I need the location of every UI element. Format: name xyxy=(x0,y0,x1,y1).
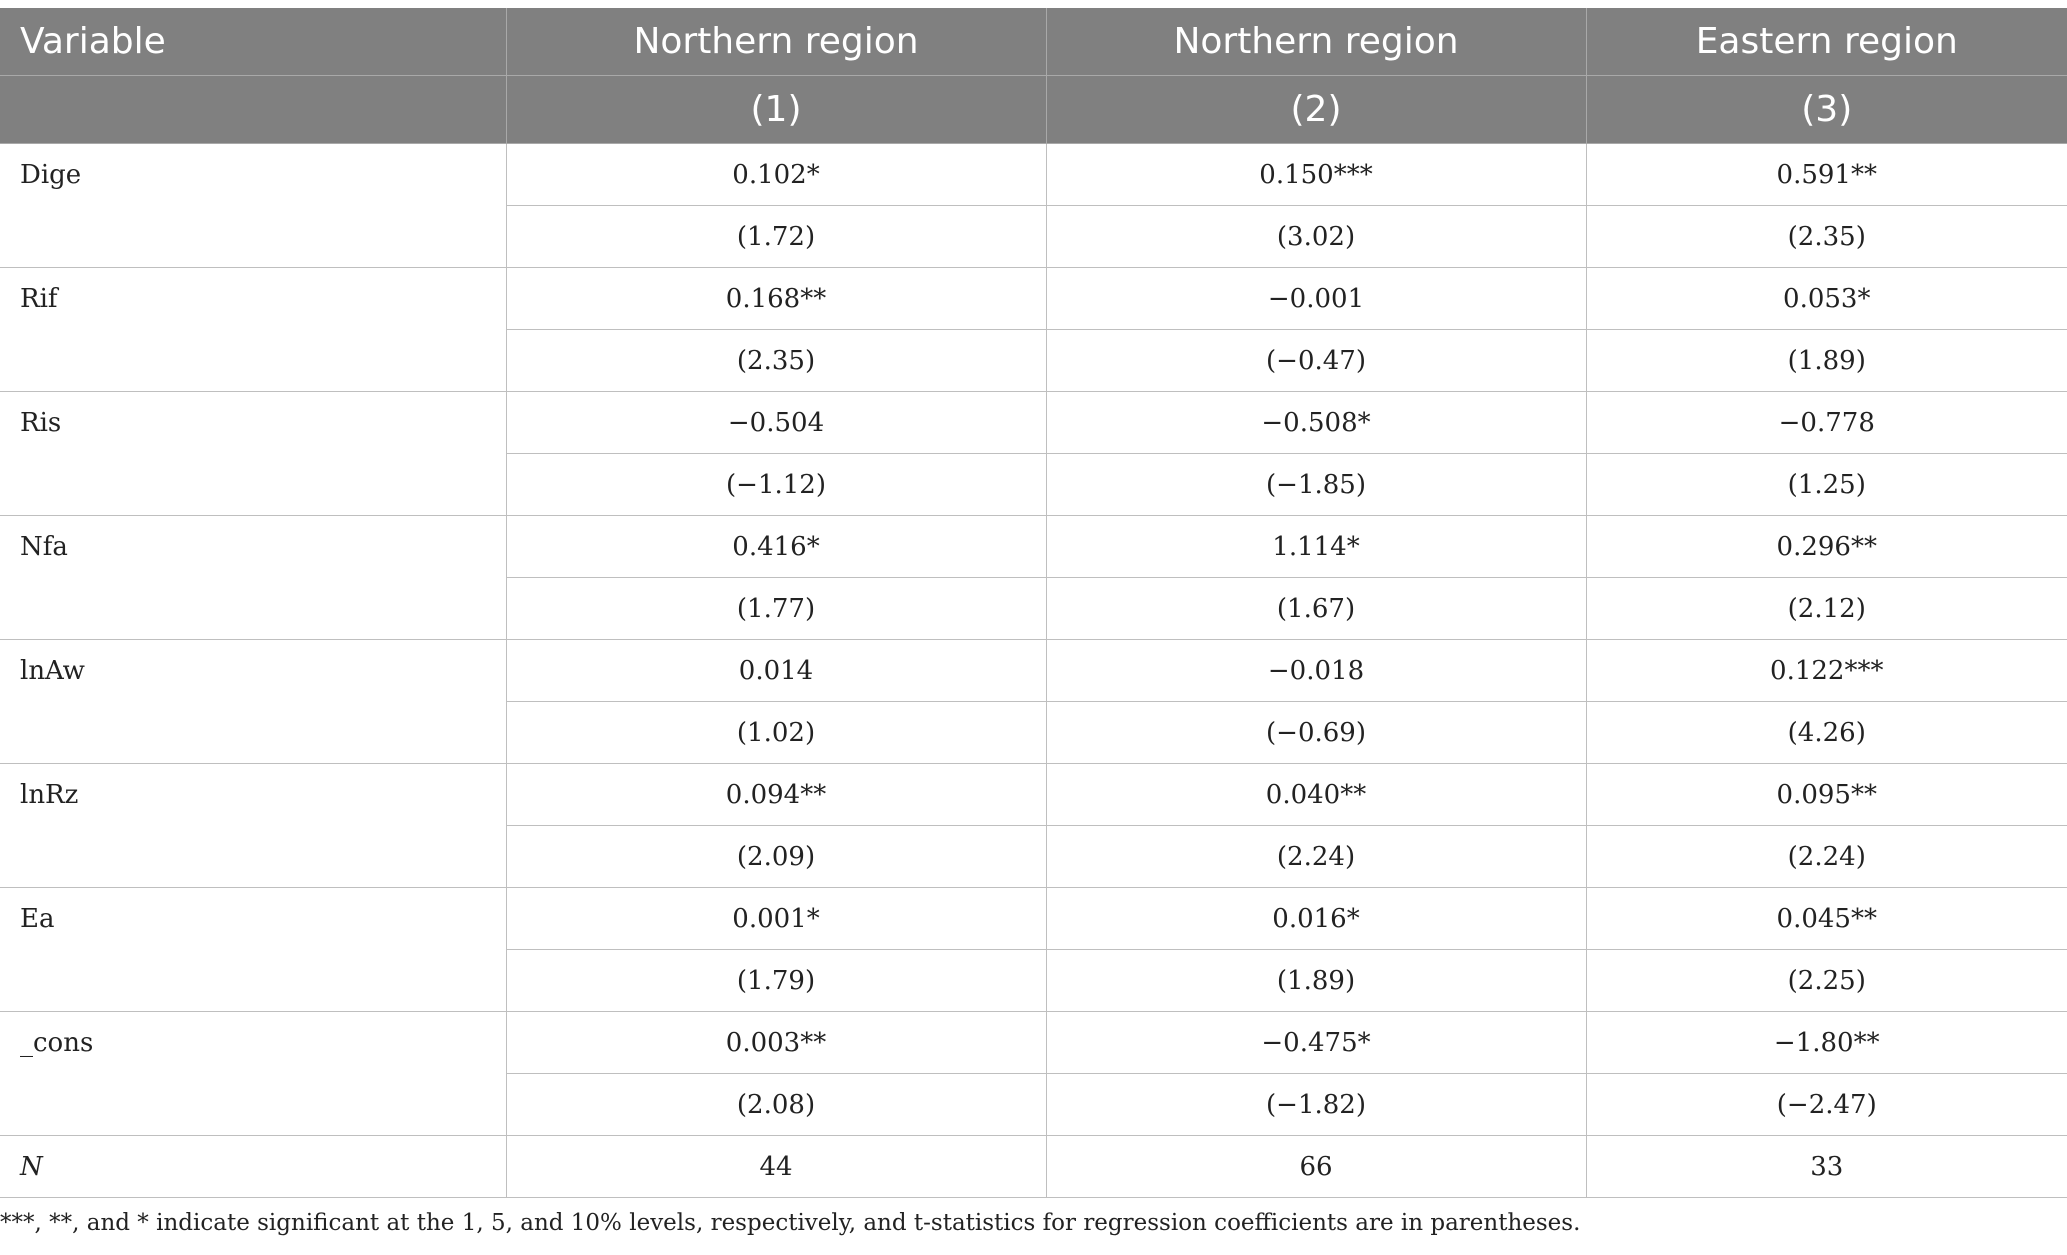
tstat-cell: (2.25) xyxy=(1586,950,2067,1012)
observations-cell: 33 xyxy=(1586,1136,2067,1198)
coef-cell: −1.80** xyxy=(1586,1012,2067,1074)
coef-cell: 0.102* xyxy=(506,144,1046,206)
variable-name: _cons xyxy=(0,1012,506,1136)
observations-cell: 44 xyxy=(506,1136,1046,1198)
coef-cell: −0.504 xyxy=(506,392,1046,454)
tstat-cell: (−0.47) xyxy=(1046,330,1586,392)
observations-cell: 66 xyxy=(1046,1136,1586,1198)
coef-cell: 0.094** xyxy=(506,764,1046,826)
coef-cell: 0.016* xyxy=(1046,888,1586,950)
tstat-cell: (−0.69) xyxy=(1046,702,1586,764)
tstat-cell: (−1.82) xyxy=(1046,1074,1586,1136)
tstat-cell: (2.12) xyxy=(1586,578,2067,640)
coef-cell: 0.045** xyxy=(1586,888,2067,950)
tstat-cell: (1.89) xyxy=(1586,330,2067,392)
table-footnote: ***, **, and * indicate significant at the 1, 5, and 10% levels, respectively, and t-statistics for regression coefficients are in parentheses. xyxy=(0,1210,1581,1236)
tstat-cell: (1.25) xyxy=(1586,454,2067,516)
coef-cell: 0.122*** xyxy=(1586,640,2067,702)
coef-cell: 0.040** xyxy=(1046,764,1586,826)
tstat-cell: (−1.12) xyxy=(506,454,1046,516)
tstat-cell: (1.77) xyxy=(506,578,1046,640)
column-header-3: Eastern region xyxy=(1586,8,2067,76)
coef-cell: 0.014 xyxy=(506,640,1046,702)
tstat-cell: (1.02) xyxy=(506,702,1046,764)
coef-cell: 0.001* xyxy=(506,888,1046,950)
variable-header-blank xyxy=(0,76,506,144)
coef-cell: 0.168** xyxy=(506,268,1046,330)
table-row xyxy=(0,516,2067,578)
coef-cell: −0.508* xyxy=(1046,392,1586,454)
coef-cell: 1.114* xyxy=(1046,516,1586,578)
coef-cell: −0.001 xyxy=(1046,268,1586,330)
coef-cell: −0.778 xyxy=(1586,392,2067,454)
variable-name: lnRz xyxy=(0,764,506,888)
tstat-cell: (1.89) xyxy=(1046,950,1586,1012)
coef-cell: 0.095** xyxy=(1586,764,2067,826)
table-row xyxy=(0,888,2067,950)
variable-name: lnAw xyxy=(0,640,506,764)
tstat-cell: (2.24) xyxy=(1046,826,1586,888)
tstat-cell: (2.09) xyxy=(506,826,1046,888)
variable-name: Ea xyxy=(0,888,506,1012)
observations-label: N xyxy=(0,1136,506,1198)
column-header-1: Northern region xyxy=(506,8,1046,76)
coef-cell: 0.591** xyxy=(1586,144,2067,206)
observations-row xyxy=(0,1136,2067,1198)
column-header-2: Northern region xyxy=(1046,8,1586,76)
table-row xyxy=(0,1012,2067,1074)
column-number-1: (1) xyxy=(506,76,1046,144)
coef-cell: 0.003** xyxy=(506,1012,1046,1074)
tstat-cell: (1.72) xyxy=(506,206,1046,268)
tstat-cell: (1.67) xyxy=(1046,578,1586,640)
regression-table-container xyxy=(0,8,2067,1198)
coef-cell: 0.053* xyxy=(1586,268,2067,330)
coef-cell: 0.416* xyxy=(506,516,1046,578)
variable-name: Dige xyxy=(0,144,506,268)
table-row xyxy=(0,392,2067,454)
variable-name: Nfa xyxy=(0,516,506,640)
header-row-numbers xyxy=(0,76,2067,144)
variable-name: Rif xyxy=(0,268,506,392)
regression-table xyxy=(0,8,2067,1198)
table-row xyxy=(0,764,2067,826)
tstat-cell: (2.35) xyxy=(506,330,1046,392)
coef-cell: −0.475* xyxy=(1046,1012,1586,1074)
table-row xyxy=(0,144,2067,206)
tstat-cell: (2.35) xyxy=(1586,206,2067,268)
coef-cell: 0.296** xyxy=(1586,516,2067,578)
tstat-cell: (2.08) xyxy=(506,1074,1046,1136)
tstat-cell: (−1.85) xyxy=(1046,454,1586,516)
column-number-2: (2) xyxy=(1046,76,1586,144)
tstat-cell: (2.24) xyxy=(1586,826,2067,888)
tstat-cell: (4.26) xyxy=(1586,702,2067,764)
header-row-names xyxy=(0,8,2067,76)
table-row xyxy=(0,268,2067,330)
variable-header: Variable xyxy=(0,8,506,76)
coef-cell: 0.150*** xyxy=(1046,144,1586,206)
tstat-cell: (1.79) xyxy=(506,950,1046,1012)
column-number-3: (3) xyxy=(1586,76,2067,144)
table-row xyxy=(0,640,2067,702)
tstat-cell: (−2.47) xyxy=(1586,1074,2067,1136)
coef-cell: −0.018 xyxy=(1046,640,1586,702)
variable-name: Ris xyxy=(0,392,506,516)
tstat-cell: (3.02) xyxy=(1046,206,1586,268)
